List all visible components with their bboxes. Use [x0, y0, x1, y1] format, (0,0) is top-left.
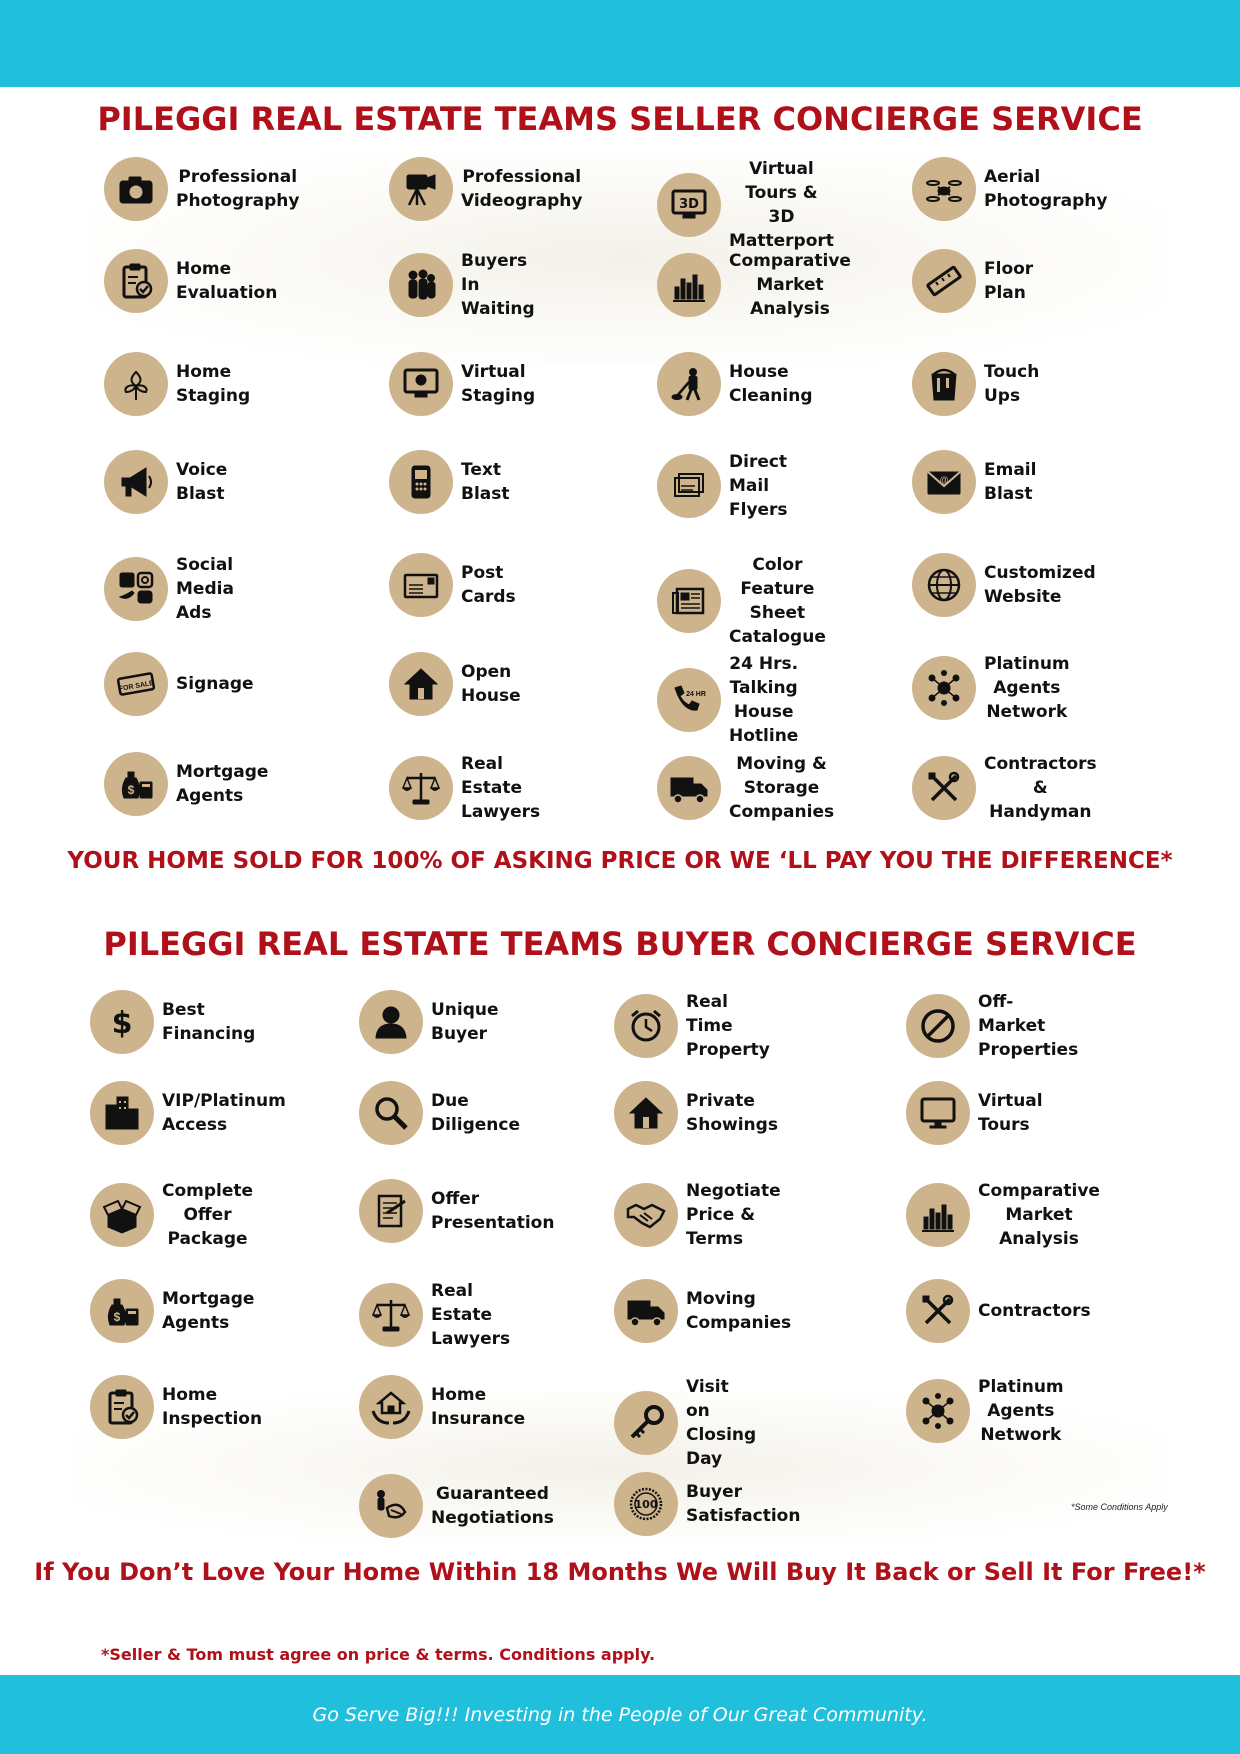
cell-phone-icon: [389, 450, 453, 514]
service-label: Buyers In Waiting: [461, 251, 535, 319]
video-camera-icon: [389, 157, 453, 221]
buyer-guarantee: If You Don’t Love Your Home Within 18 Months We Will Buy It Back or Sell It For Free!*: [34, 1558, 1206, 1586]
service-label: Real Estate Lawyers: [431, 1281, 511, 1349]
house-icon: [389, 652, 453, 716]
buyer-title: PILEGGI REAL ESTATE TEAMS BUYER CONCIERGE SERVICE: [103, 925, 1137, 963]
service-label: Virtual Tours: [978, 1091, 1043, 1135]
service-label: Platinum Agents Network: [984, 654, 1070, 722]
service-item: [359, 1179, 554, 1243]
svg-text:24 HR: 24 HR: [686, 691, 706, 698]
megaphone-icon: [104, 450, 168, 514]
truck-icon: [614, 1279, 678, 1343]
person-icon: [359, 990, 423, 1054]
service-label: Aerial Photography: [984, 167, 1108, 211]
service-label: Mortgage Agents: [162, 1289, 255, 1333]
seller-guarantee: YOUR HOME SOLD FOR 100% OF ASKING PRICE OR WE ‘LL PAY YOU THE DIFFERENCE*: [67, 848, 1173, 874]
service-label: Due Diligence: [431, 1091, 521, 1135]
service-item: [657, 752, 834, 824]
service-label: Mortgage Agents: [176, 762, 269, 806]
service-label: Moving Companies: [686, 1289, 792, 1333]
service-item: [906, 990, 1078, 1062]
service-label: Moving & Storage Companies: [729, 754, 835, 822]
newspaper-icon: [657, 569, 721, 633]
service-label: Negotiate Price & Terms: [686, 1181, 781, 1249]
service-item: [359, 1474, 554, 1538]
network-icon: [906, 1379, 970, 1443]
svg-text:$: $: [111, 1006, 133, 1041]
service-label: Email Blast: [984, 460, 1037, 504]
svg-text:FOR SALE: FOR SALE: [118, 679, 155, 693]
service-label: Home Inspection: [162, 1385, 263, 1429]
bar-chart-icon: [657, 253, 721, 317]
service-item: [614, 1472, 800, 1536]
flower-icon: [104, 352, 168, 416]
conditions-note: *Some Conditions Apply: [1071, 1502, 1168, 1512]
service-item: [906, 1179, 1100, 1251]
service-item: [104, 157, 299, 221]
service-label: Voice Blast: [176, 460, 228, 504]
service-item: [912, 652, 1070, 724]
service-item: [389, 652, 521, 716]
key-icon: [614, 1391, 678, 1455]
service-item: [657, 652, 798, 748]
service-label: Contractors: [978, 1301, 1091, 1321]
service-item: [906, 1081, 1043, 1145]
service-item: [657, 553, 826, 649]
service-label: Buyer Satisfaction: [686, 1482, 801, 1526]
service-label: Off-Market Properties: [978, 992, 1079, 1060]
negotiation-icon: [359, 1474, 423, 1538]
service-label: Real Time Property: [686, 992, 770, 1060]
service-item: [90, 1279, 254, 1343]
service-label: Unique Buyer: [431, 1000, 499, 1044]
service-item: [657, 249, 851, 321]
house-hands-icon: [359, 1375, 423, 1439]
service-item: [104, 652, 254, 716]
scales-icon: [389, 756, 453, 820]
ruler-icon: [912, 249, 976, 313]
service-item: [389, 249, 535, 321]
service-item: [912, 249, 1033, 313]
svg-text:$: $: [113, 1310, 121, 1324]
svg-text:100: 100: [634, 1498, 658, 1511]
mail-stack-icon: [657, 454, 721, 518]
service-label: VIP/Platinum Access: [162, 1091, 286, 1135]
svg-text:3D: 3D: [679, 197, 699, 212]
service-item: [104, 752, 268, 816]
monitor-icon: [906, 1081, 970, 1145]
truck-icon: [657, 756, 721, 820]
service-label: 24 Hrs. Talking House Hotline: [729, 654, 799, 746]
service-label: Social Media Ads: [176, 555, 234, 623]
network-icon: [912, 656, 976, 720]
service-item: [389, 352, 535, 416]
service-item: [657, 352, 813, 416]
service-item: [912, 553, 1096, 617]
service-item: [359, 1081, 520, 1145]
service-label: Open House: [461, 662, 521, 706]
service-label: Visit on Closing Day: [686, 1377, 757, 1469]
service-label: Customized Website: [984, 563, 1096, 607]
globe-icon: [912, 553, 976, 617]
postcard-icon: [389, 553, 453, 617]
service-item: [104, 249, 277, 313]
service-item: [90, 990, 255, 1054]
service-item: [359, 1375, 525, 1439]
bottom-banner: [0, 1675, 1240, 1754]
service-item: [389, 752, 540, 824]
open-box-icon: [90, 1183, 154, 1247]
disclaimer: *Seller & Tom must agree on price & terms. Conditions apply.: [101, 1645, 656, 1664]
service-label: Comparative Market Analysis: [729, 251, 851, 319]
service-label: Best Financing: [162, 1000, 256, 1044]
seller-title: PILEGGI REAL ESTATE TEAMS SELLER CONCIERGE SERVICE: [97, 100, 1143, 138]
service-label: Professional Videography: [461, 167, 583, 211]
service-item: [90, 1081, 286, 1145]
service-label: Comparative Market Analysis: [978, 1181, 1100, 1249]
service-item: [912, 752, 1097, 824]
footer-slogan: Go Serve Big!!! Investing in the People of Our Great Community.: [312, 1703, 928, 1726]
drone-icon: [912, 157, 976, 221]
paint-bucket-icon: [912, 352, 976, 416]
service-label: Platinum Agents Network: [978, 1377, 1064, 1445]
service-item: [104, 352, 250, 416]
service-item: [614, 1179, 781, 1251]
service-label: Home Evaluation: [176, 259, 278, 303]
service-item: [614, 1081, 778, 1145]
service-item: [657, 450, 788, 522]
vacuum-cleaner-icon: [657, 352, 721, 416]
service-label: Home Staging: [176, 362, 251, 406]
service-label: Guaranteed Negotiations: [431, 1484, 554, 1528]
service-label: Home Insurance: [431, 1385, 526, 1429]
service-label: Offer Presentation: [431, 1189, 555, 1233]
service-label: House Cleaning: [729, 362, 813, 406]
for-sale-sign-icon: [104, 652, 168, 716]
clipboard-check-icon: [90, 1375, 154, 1439]
service-item: [389, 450, 510, 514]
service-label: Complete Offer Package: [162, 1181, 254, 1249]
service-item: [389, 157, 582, 221]
service-item: [912, 157, 1107, 221]
top-banner: [0, 0, 1240, 87]
service-item: [104, 450, 227, 514]
service-item: [906, 1279, 1091, 1343]
service-item: [359, 990, 499, 1054]
document-pen-icon: [359, 1179, 423, 1243]
dollar-icon: [90, 990, 154, 1054]
service-label: Color Feature Sheet Catalogue: [729, 555, 826, 647]
service-item: [657, 157, 834, 253]
tools-icon: [906, 1279, 970, 1343]
svg-text:@: @: [939, 475, 949, 485]
service-label: Virtual Tours & 3D Matterport: [729, 159, 834, 251]
camera-icon: [104, 157, 168, 221]
service-item: [912, 352, 1039, 416]
service-item: [912, 450, 1036, 514]
scales-icon: [359, 1283, 423, 1347]
service-label: Professional Photography: [176, 167, 300, 211]
service-item: [90, 1375, 262, 1439]
bar-chart-icon: [906, 1183, 970, 1247]
service-label: Virtual Staging: [461, 362, 536, 406]
service-label: Touch Ups: [984, 362, 1040, 406]
money-bag-calculator-icon: [104, 752, 168, 816]
3d-monitor-icon: [657, 173, 721, 237]
email-envelope-icon: [912, 450, 976, 514]
service-item: [906, 1375, 1064, 1447]
service-label: Direct Mail Flyers: [729, 452, 788, 520]
magnifier-icon: [359, 1081, 423, 1145]
service-label: Text Blast: [461, 460, 510, 504]
tools-icon: [912, 756, 976, 820]
house-icon: [614, 1081, 678, 1145]
svg-text:$: $: [127, 783, 135, 797]
buildings-icon: [90, 1081, 154, 1145]
service-label: Post Cards: [461, 563, 516, 607]
phone-24hr-icon: [657, 668, 721, 732]
service-item: [359, 1279, 510, 1351]
service-item: [90, 1179, 253, 1251]
alarm-clock-icon: [614, 994, 678, 1058]
monitor-flower-icon: [389, 352, 453, 416]
prohibited-icon: [906, 994, 970, 1058]
crowd-icon: [389, 253, 453, 317]
service-label: Private Showings: [686, 1091, 778, 1135]
100-seal-icon: [614, 1472, 678, 1536]
service-item: [614, 1375, 756, 1471]
service-label: Floor Plan: [984, 259, 1034, 303]
handshake-icon: [614, 1183, 678, 1247]
money-bag-calculator-icon: [90, 1279, 154, 1343]
service-item: [104, 553, 234, 625]
service-label: Real Estate Lawyers: [461, 754, 541, 822]
service-label: Contractors & Handyman: [984, 754, 1097, 822]
service-item: [389, 553, 516, 617]
service-label: Signage: [176, 674, 254, 694]
service-item: [614, 990, 770, 1062]
social-media-icon: [104, 557, 168, 621]
clipboard-check-icon: [104, 249, 168, 313]
service-item: [614, 1279, 791, 1343]
